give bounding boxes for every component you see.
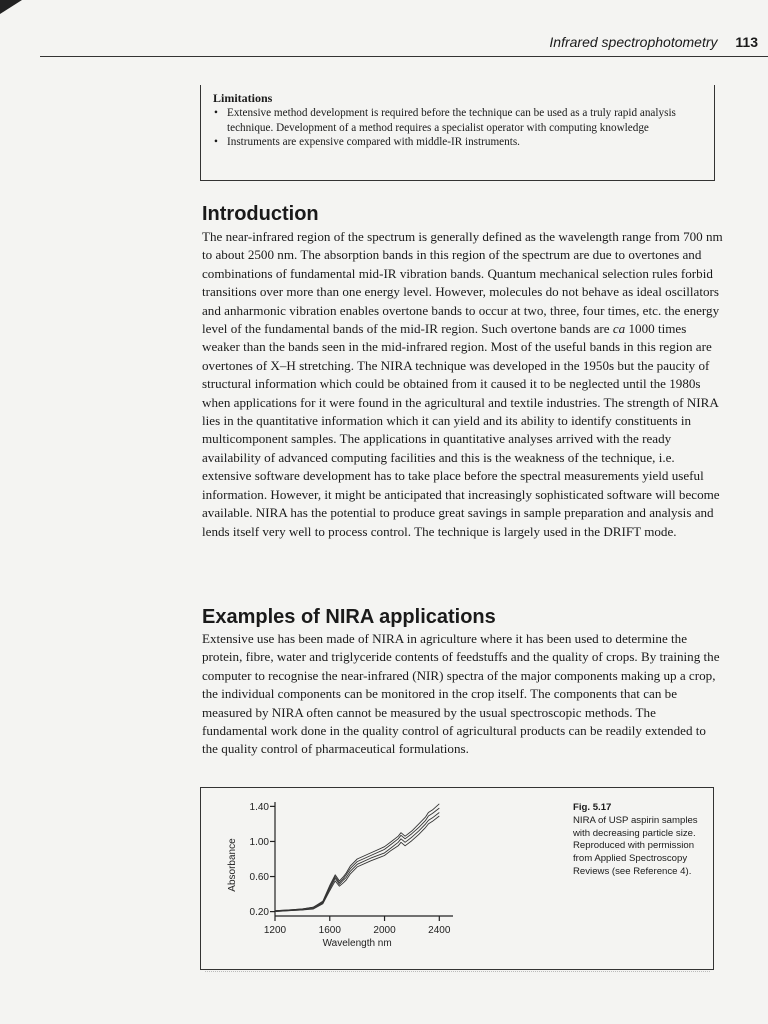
scan-corner-mark (0, 0, 22, 14)
limitations-box (200, 85, 715, 181)
spectrum-series-line (275, 816, 439, 912)
figure-box (200, 787, 714, 970)
y-tick-label: 0.60 (249, 872, 269, 884)
nira-spectrum-chart (201, 788, 561, 969)
figure-label: Fig. 5.17 (573, 802, 612, 813)
x-axis-label: Wavelength nm (322, 938, 392, 949)
header-rule (40, 56, 768, 57)
y-tick-label: 0.20 (249, 907, 269, 919)
introduction-heading: Introduction (202, 203, 319, 225)
page-number: 113 (735, 34, 758, 50)
introduction-text-part: 1000 times weaker than the bands seen in the mid-infrared region. Most of the useful bands in this region are overtones of X–H stretching. The NIRA technique was developed in the 1950s but the paucity of structural information which could be obtained from it caused it to be neglected until the 1980s when applications for it were found in the agricultural and textile industries. The strength of NIRA lies in the quantitative information which it can yield and its ability to identify constituents in multicomponent samples. The applications in quantitative analyses arrived with the ready availability of advanced computing facilities and this is the weakness of the technique, i.e. extensive software development has to take place before the spectral measurements yield useful information. However, it might be anticipated that increasingly sophisticated software will become available. NIRA has the potential to produce great savings in sample preparation and analysis and lends itself very well to process control. The technique is largely used in the DRIFT mode. (202, 321, 720, 539)
y-tick-label: 1.00 (249, 836, 269, 848)
limitations-title: Limitations (213, 91, 273, 105)
running-head (549, 34, 758, 50)
running-head-title: Infrared spectrophotometry (549, 34, 718, 50)
examples-paragraph: Extensive use has been made of NIRA in agriculture where it has been used to determine the protein, fibre, water and triglyceride contents of feedstuffs and the quality of crops. By training the computer to recognise the near-infrared (NIR) spectra of the major components making up a crop, the individual components can be monitored in the crop itself. The components that can be measured by NIRA often cannot be measured by the usual spectroscopic methods. The fundamental work done in the quality control of agricultural products can be readily extended to the quality control of pharmaceutical formulations. (202, 631, 720, 757)
x-tick-label: 2000 (373, 925, 396, 936)
limitation-item: • Instruments are expensive compared with middle-IR instruments. (213, 135, 704, 149)
spectrum-series-line (275, 804, 439, 911)
figure-caption-text: NIRA of USP aspirin samples with decreasing particle size. Reproduced with permission from Applied Spectroscopy Reviews (see Reference 4). (573, 814, 698, 877)
x-tick-label: 1200 (263, 925, 287, 936)
limitations-list (213, 106, 704, 149)
examples-heading: Examples of NIRA applications (202, 606, 496, 628)
figure-caption (573, 802, 709, 879)
bottom-dotted-rule (205, 971, 710, 972)
x-tick-label: 2400 (428, 925, 451, 936)
limitation-item: • Extensive method development is required before the technique can be used as a truly rapid analysis technique. Development of a method requires a specialist operator with computing knowledge (213, 106, 704, 135)
introduction-text-part: The near-infrared region of the spectrum is generally defined as the wavelength range from 700 nm to about 2500 nm. The absorption bands in this region of the spectrum are due to overtones and combinations of fundamental mid-IR vibration bands. Quantum mechanical selection rules forbid transitions over more than one energy level. However, molecules do not behave as ideal oscillators and anharmonic vibration enables overtone bands to occur at two, three, four times, etc. the energy level of the fundamental bands of the mid-IR region. Such overtone bands are (202, 229, 723, 337)
x-tick-label: 1600 (318, 925, 341, 936)
chart-series-group (275, 804, 439, 912)
introduction-ca-italic: ca (612, 321, 626, 337)
y-axis-label: Absorbance (227, 838, 238, 892)
introduction-paragraph (202, 228, 724, 541)
y-tick-label: 1.40 (249, 801, 269, 813)
